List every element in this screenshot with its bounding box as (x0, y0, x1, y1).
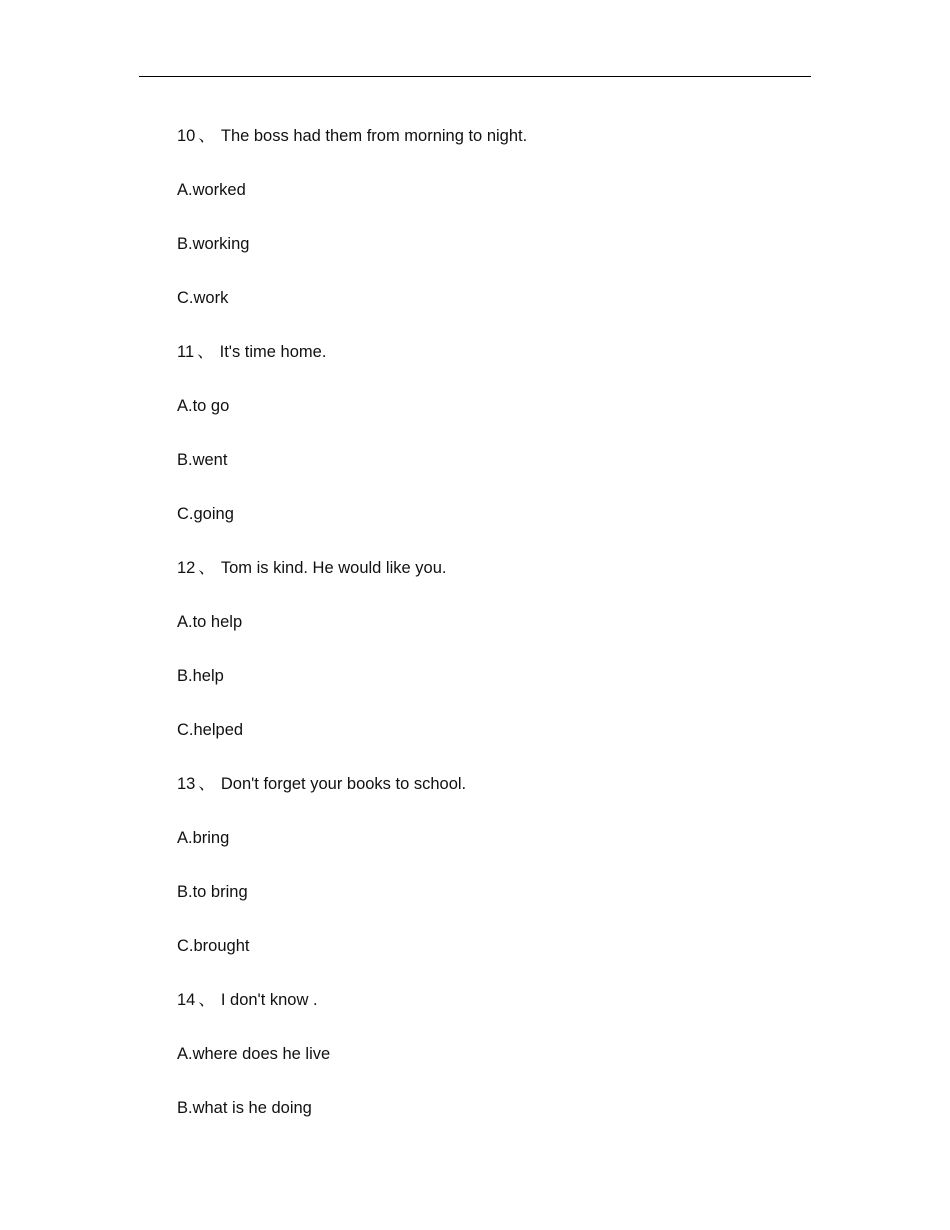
question-separator: 、 (197, 343, 214, 361)
answer-option-c: C.brought (177, 937, 250, 955)
answer-option-b: B.went (177, 451, 228, 469)
question-list (177, 126, 797, 1152)
question-text: Don't forget your books to school. (220, 775, 467, 793)
question-stem (177, 342, 797, 362)
question-separator: 、 (198, 775, 215, 793)
answer-option-a: A.to help (177, 613, 243, 631)
question-number: 12 (177, 559, 196, 577)
answer-option-c: C.work (177, 289, 229, 307)
question-text: Tom is kind. He would like you. (220, 559, 447, 577)
answer-option-a: A.bring (177, 829, 230, 847)
question-stem (177, 558, 797, 578)
question-text: It's time home. (219, 343, 327, 361)
question-number: 13 (177, 775, 196, 793)
answer-option-b: B.to bring (177, 883, 248, 901)
answer-option-c: C.going (177, 505, 234, 523)
question-separator: 、 (198, 991, 215, 1009)
question-number: 14 (177, 991, 196, 1009)
question-stem (177, 126, 797, 146)
answer-option-a: A.worked (177, 181, 246, 199)
question-number: 11 (177, 343, 195, 361)
answer-option-a: A.where does he live (177, 1045, 331, 1063)
question-separator: 、 (198, 127, 215, 145)
question-text: The boss had them from morning to night. (220, 127, 528, 145)
question-number: 10 (177, 127, 196, 145)
header-rule (139, 76, 811, 77)
question-stem (177, 774, 797, 794)
answer-option-b: B.what is he doing (177, 1099, 312, 1117)
answer-option-a: A.to go (177, 397, 230, 415)
answer-option-c: C.helped (177, 721, 244, 739)
answer-option-b: B.working (177, 235, 250, 253)
answer-option-b: B.help (177, 667, 224, 685)
question-separator: 、 (198, 559, 215, 577)
question-stem (177, 990, 797, 1010)
question-text: I don't know . (220, 991, 318, 1009)
